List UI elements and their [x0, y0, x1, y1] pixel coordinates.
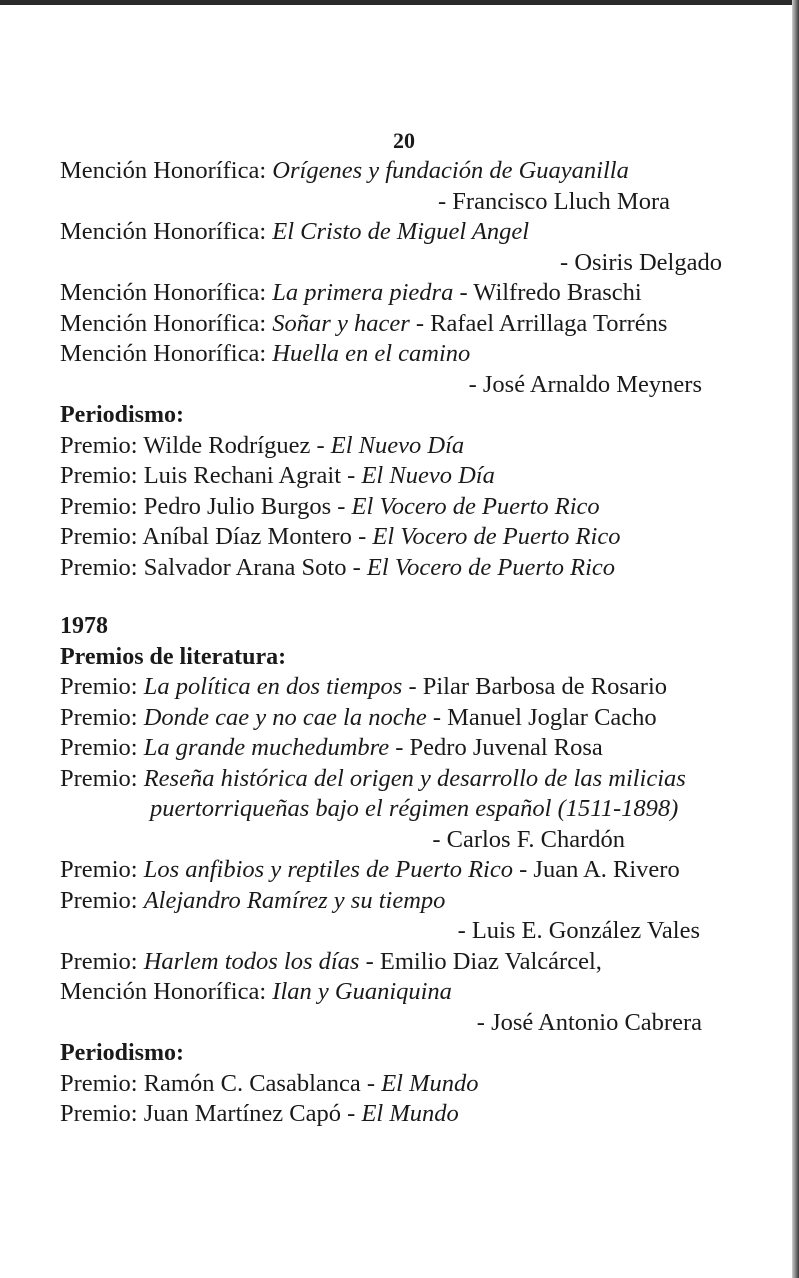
- entry-author: - Rafael Arrillaga Torréns: [415, 309, 668, 337]
- entry-line: Premio: Ramón C. Casablanca - El Mundo: [60, 1069, 479, 1097]
- entry-label: Premio:: [60, 947, 138, 975]
- section-heading: Periodismo:: [60, 402, 184, 428]
- entry-author: - Pedro Juvenal Rosa: [395, 734, 603, 761]
- entry-label: Mención Honorífica:: [60, 218, 267, 245]
- entry-name: Juan Martínez Capó: [143, 1100, 342, 1127]
- entry-outlet: El Vocero de Puerto Rico: [372, 523, 621, 550]
- entry-outlet: El Mundo: [381, 1069, 479, 1097]
- entry-label: Mención Honorífica:: [60, 309, 267, 337]
- entry-label: Premio:: [60, 886, 138, 914]
- year-heading: 1978: [60, 613, 108, 639]
- entry-label: Premio:: [60, 703, 138, 731]
- entry-line: [60, 764, 760, 795]
- entry-label: Premio:: [60, 553, 138, 581]
- entry-author: - Emilio Diaz Valcárcel,: [365, 947, 602, 975]
- entry-line: [60, 309, 760, 340]
- entry-title: Orígenes y fundación de Guayanilla: [272, 157, 629, 184]
- entry-name: Luis Rechani Agrait: [143, 462, 342, 489]
- entry-line: Premio: Pedro Julio Burgos - El Vocero de Puerto Rico: [60, 492, 600, 520]
- entry-outlet: El Mundo: [361, 1100, 459, 1127]
- entry-author: - Francisco Lluch Mora: [438, 187, 670, 215]
- entry-author: - Luis E. González Vales: [457, 917, 700, 944]
- entry-label: Mención Honorífica:: [60, 279, 267, 306]
- entry-title: Reseña histórica del origen y desarrollo de las milicias: [143, 764, 686, 792]
- entry-author: - Wilfredo Braschi: [459, 279, 642, 306]
- entry-title: El Cristo de Miguel Angel: [272, 218, 530, 245]
- page-top-edge: [0, 0, 799, 5]
- entry-label: Premio:: [60, 764, 138, 792]
- entry-line: [60, 733, 760, 764]
- entry-title: Harlem todos los días: [143, 947, 360, 975]
- entry-title: puertorriqueñas bajo el régimen español (1511-1898): [150, 795, 679, 822]
- entry-line: [60, 339, 760, 370]
- entry-outlet: El Vocero de Puerto Rico: [351, 492, 600, 520]
- section-heading: Premios de literatura:: [60, 643, 287, 670]
- entry-label: Premio:: [60, 523, 138, 550]
- entry-title: La grande muchedumbre: [143, 734, 390, 761]
- entry-name: Salvador Arana Soto: [143, 553, 347, 581]
- entry-line: [60, 947, 760, 978]
- entry-line: [60, 217, 760, 248]
- entry-label: Premio:: [60, 492, 138, 520]
- entry-title: Los anfibios y reptiles de Puerto Rico: [143, 856, 513, 883]
- entry-label: Mención Honorífica:: [60, 340, 267, 367]
- entry-author: - Pilar Barbosa de Rosario: [408, 673, 668, 700]
- entry-label: Premio:: [60, 734, 138, 761]
- entry-line: [60, 672, 760, 703]
- entry-title: Alejandro Ramírez y su tiempo: [143, 886, 446, 914]
- entry-author: - Manuel Joglar Cacho: [432, 703, 657, 731]
- entry-label: Premio:: [60, 1100, 138, 1127]
- section-heading: Periodismo:: [60, 1040, 184, 1066]
- entry-label: Mención Honorífica:: [60, 157, 267, 184]
- page-number: 20: [393, 128, 415, 153]
- entry-line: Premio: Juan Martínez Capó - El Mundo: [60, 1100, 459, 1127]
- entry-title: Ilan y Guaniquina: [272, 978, 452, 1005]
- entry-label: Premio:: [60, 673, 138, 700]
- entry-name: Pedro Julio Burgos: [143, 492, 332, 520]
- document-page: [60, 126, 760, 1130]
- entry-title-continued: [60, 794, 760, 825]
- entry-line: Premio: Wilde Rodríguez - El Nuevo Día: [60, 431, 465, 459]
- entry-author: - José Arnaldo Meyners: [468, 370, 702, 398]
- entry-line: [60, 156, 760, 187]
- entry-label: Premio:: [60, 431, 138, 459]
- entry-title: La primera piedra: [272, 279, 454, 306]
- page-right-edge: [792, 0, 799, 1278]
- entry-title: Soñar y hacer: [272, 309, 410, 337]
- entry-title: La política en dos tiempos: [143, 673, 403, 700]
- entry-author: - Juan A. Rivero: [519, 856, 680, 883]
- entry-line: [60, 278, 760, 309]
- entry-name: Aníbal Díaz Montero: [142, 523, 352, 550]
- entry-title: Huella en el camino: [272, 340, 471, 367]
- entry-author: - José Antonio Cabrera: [476, 1008, 702, 1036]
- entry-line: [60, 703, 760, 734]
- entry-name: Wilde Rodríguez: [143, 431, 311, 459]
- entry-label: Premio:: [60, 1069, 138, 1097]
- entry-line: Premio: Aníbal Díaz Montero - El Vocero de Puerto Rico: [60, 523, 621, 550]
- entry-label: Mención Honorífica:: [60, 978, 267, 1005]
- entry-line: Premio: Salvador Arana Soto - El Vocero de Puerto Rico: [60, 553, 616, 581]
- entry-author: - Osiris Delgado: [560, 248, 722, 276]
- entry-outlet: El Nuevo Día: [361, 462, 495, 489]
- entry-line: Premio: Luis Rechani Agrait - El Nuevo Día: [60, 462, 495, 489]
- entry-name: Ramón C. Casablanca: [143, 1069, 361, 1097]
- entry-line: [60, 855, 760, 886]
- entry-author: - Carlos F. Chardón: [432, 825, 625, 853]
- entry-label: Premio:: [60, 462, 138, 489]
- entry-title: Donde cae y no cae la noche: [143, 703, 427, 731]
- entry-outlet: El Vocero de Puerto Rico: [366, 553, 616, 581]
- entry-line: [60, 886, 760, 917]
- entry-line: [60, 977, 760, 1008]
- section-spacer: [60, 583, 760, 611]
- entry-label: Premio:: [60, 856, 138, 883]
- entry-outlet: El Nuevo Día: [330, 431, 465, 459]
